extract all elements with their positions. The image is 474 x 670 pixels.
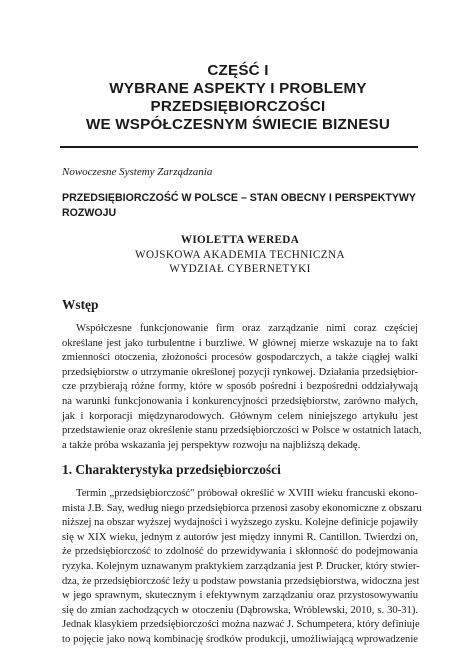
- text-line: dza, że przedsiębiorczość leży u podstaw powstania przedsiębiorstwa, widoczna jest: [62, 575, 420, 587]
- text-line: przedsiębiorstw o utrzymanie określonej pozycji rynkowej. Działania przedsiębior-: [62, 366, 418, 378]
- text-line: cze przybierają różne formy, które w sposób pośredni i bezpośredni oddziaływają: [62, 381, 418, 393]
- author-name: WIOLETTA WEREDA: [180, 234, 300, 246]
- text-line: się do zmian zachodzących w otoczeniu (Dąbrowska, Wróblewski, 2010, s. 30-31).: [62, 604, 418, 616]
- article-title-line: ROZWOJU: [62, 207, 117, 219]
- text-line: na warunki funkcjonowania i konkurencyjności przedsiębiorstw, zarówno małych,: [62, 395, 418, 407]
- part-header-line: PRZEDSIĘBIORCZOŚCI: [150, 98, 326, 115]
- text-line: ryzyka. Kolejnym uznawanym praktykiem zarządzania jest P. Drucker, który stwier-: [62, 560, 420, 572]
- journal-name: Nowoczesne Systemy Zarządzania: [62, 166, 213, 178]
- text-line: określane jest jako turbulentne i burzliwe. W głównej mierze wskazuje na to fakt: [62, 337, 418, 349]
- text-line: niższej na obszar wyższej wydajności i wyższego zysku. Kolejne definicje pojawiły: [62, 517, 418, 529]
- header-divider: [60, 146, 418, 148]
- part-header-line: CZĘŚĆ I: [207, 62, 269, 79]
- section-1-heading: 1. Charakterystyka przedsiębiorczości: [62, 462, 281, 477]
- text-line: przedstawienie oraz określenie stanu przedsiębiorczości w Polsce w ostatnich latach,: [62, 425, 422, 437]
- text-line: a także próba wskazania jej perspektyw rozwoju na najbliższą dekadę.: [62, 439, 361, 451]
- text-line: jak i korporacji międzynarodowych. Głównym celem niniejszego artykułu jest: [62, 410, 418, 422]
- part-header-line: WYBRANE ASPEKTY I PROBLEMY: [109, 80, 367, 97]
- text-line: mista J.B. Say, według niego przedsiębiorca przenosi zasoby ekonomiczne z obszaru: [62, 502, 422, 514]
- text-line: Jednak klasykiem przedsiębiorczości można nazwać J. Schumpetera, który definiuje: [62, 619, 420, 631]
- text-line: Współczesne funkcjonowanie firm oraz zarządzanie nimi coraz częściej: [76, 323, 418, 334]
- article-title: [62, 191, 418, 221]
- text-line: że przedsiębiorczość to zdolność do przewidywania i skłonność do podejmowania: [62, 546, 418, 558]
- affiliation-line: WYDZIAŁ CYBERNETYKI: [169, 263, 311, 275]
- intro-heading: Wstęp: [62, 297, 99, 312]
- intro-paragraph: [62, 322, 422, 453]
- part-header-line: WE WSPÓŁCZESNYM ŚWIECIE BIZNESU: [85, 116, 391, 133]
- article-title-line: PRZEDSIĘBIORCZOŚĆ W POLSCE – STAN OBECNY I PERSPEKTYWY: [62, 192, 416, 204]
- text-line: się w XIX wieku, jednym z autorów jest między innymi R. Cantillon. Twierdzi on,: [62, 531, 418, 543]
- text-line: zmienności otoczenia, złożoności procesów gospodarczych, a także ciągłej walki: [62, 352, 418, 364]
- text-line: to pojęcie jako nową kombinację środków produkcji, umożliwiającą wprowadzenie: [62, 633, 418, 645]
- affiliation-line: WOJSKOWA AKADEMIA TECHNICZNA: [135, 248, 345, 261]
- text-line: w jego sprawnym, skutecznym i efektywnym zarządzaniu oraz przystosowywaniu: [62, 590, 418, 602]
- author-block: [62, 233, 418, 277]
- text-line: Termin „przedsiębiorczość" próbował określić w XVIII wieku francuski ekono-: [76, 488, 418, 499]
- part-header: [60, 62, 416, 134]
- section-1-paragraph: [62, 487, 422, 648]
